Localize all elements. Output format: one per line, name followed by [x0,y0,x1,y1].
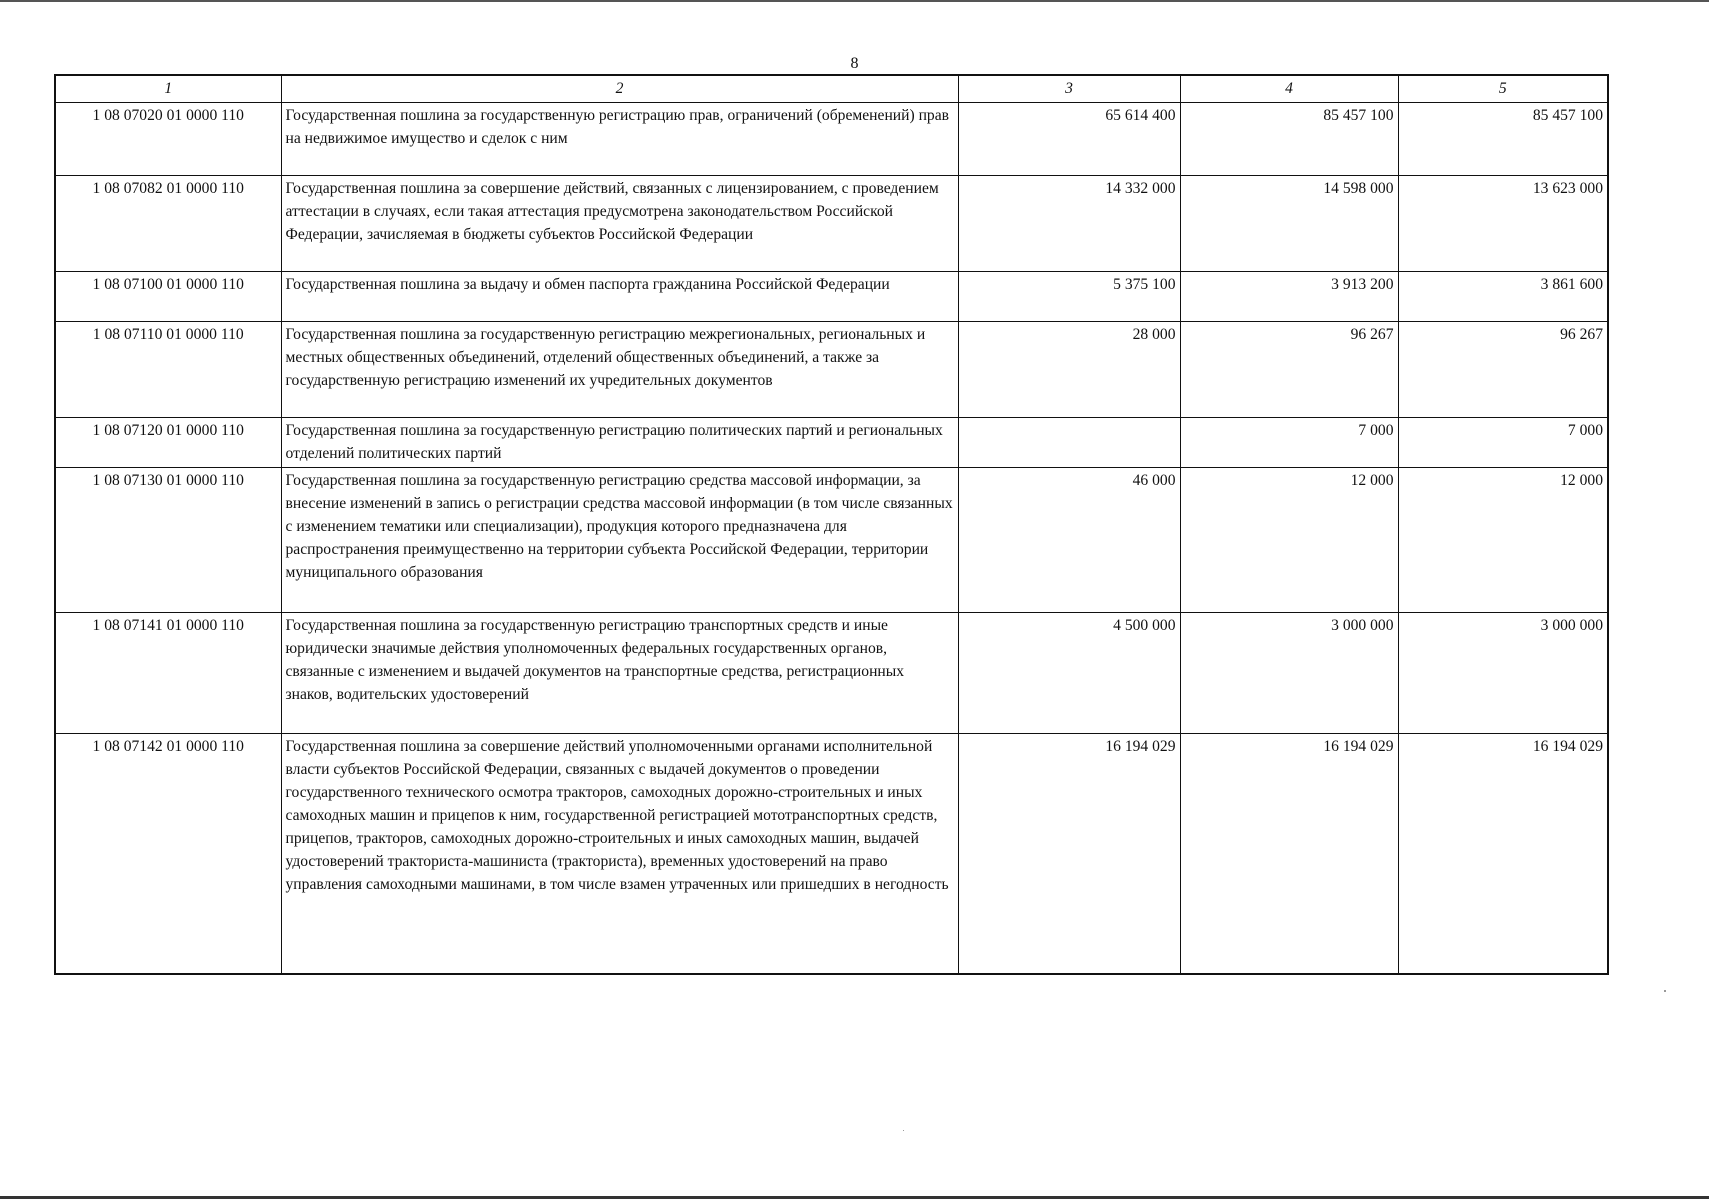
budget-code: 1 08 07110 01 0000 110 [55,322,281,418]
value-col-5: 12 000 [1398,468,1608,613]
revenue-description: Государственная пошлина за государственную регистрацию политических партий и региональных отделений политических партий [281,418,958,468]
value-col-4: 85 457 100 [1180,103,1398,176]
value-col-4: 3 913 200 [1180,272,1398,322]
value-col-3: 14 332 000 [958,176,1180,272]
value-col-4: 12 000 [1180,468,1398,613]
table-row [55,734,1608,974]
table-row [55,613,1608,734]
value-col-5: 13 623 000 [1398,176,1608,272]
value-col-5: 96 267 [1398,322,1608,418]
table-header-row [55,75,1608,103]
value-col-4: 3 000 000 [1180,613,1398,734]
value-col-5: 3 000 000 [1398,613,1608,734]
value-col-4: 14 598 000 [1180,176,1398,272]
table-row [55,176,1608,272]
revenue-description: Государственная пошлина за выдачу и обмен паспорта гражданина Российской Федерации [281,272,958,322]
value-col-3: 46 000 [958,468,1180,613]
budget-code: 1 08 07100 01 0000 110 [55,272,281,322]
budget-code: 1 08 07120 01 0000 110 [55,418,281,468]
scan-speck [903,1130,904,1131]
table-row [55,468,1608,613]
value-col-5: 16 194 029 [1398,734,1608,974]
revenue-description: Государственная пошлина за государственную регистрацию межрегиональных, региональных и местных общественных объединений, отделений общественных объединений, а также за государственную регистрацию изменений их учредительных документов [281,322,958,418]
value-col-5: 85 457 100 [1398,103,1608,176]
budget-code: 1 08 07130 01 0000 110 [55,468,281,613]
budget-code: 1 08 07141 01 0000 110 [55,613,281,734]
value-col-3 [958,418,1180,468]
value-col-4: 96 267 [1180,322,1398,418]
value-col-4: 16 194 029 [1180,734,1398,974]
value-col-4: 7 000 [1180,418,1398,468]
page-number: 8 [850,55,859,72]
column-header-1: 1 [55,75,281,103]
value-col-5: 3 861 600 [1398,272,1608,322]
revenue-description: Государственная пошлина за государственную регистрацию средства массовой информации, за внесение изменений в запись о регистрации средства массовой информации (в том числе связанных с изменением тематики или специализации), продукция которого предназначена для распространения преимущественно на территории субъекта Российской Федерации, территории муниципального образования [281,468,958,613]
value-col-3: 65 614 400 [958,103,1180,176]
scan-edge-bottom [0,1196,1709,1199]
scan-speck [1664,990,1666,992]
value-col-3: 4 500 000 [958,613,1180,734]
revenue-description: Государственная пошлина за государственную регистрацию прав, ограничений (обременений) прав на недвижимое имущество и сделок с ним [281,103,958,176]
table-row [55,418,1608,468]
value-col-3: 28 000 [958,322,1180,418]
table-row [55,103,1608,176]
budget-code: 1 08 07082 01 0000 110 [55,176,281,272]
value-col-5: 7 000 [1398,418,1608,468]
column-header-5: 5 [1398,75,1608,103]
value-col-3: 5 375 100 [958,272,1180,322]
table-row [55,272,1608,322]
revenue-table [54,74,1609,975]
revenue-description: Государственная пошлина за совершение действий уполномоченными органами исполнительной власти субъектов Российской Федерации, связанных с выдачей документов о проведении государственного технического осмотра тракторов, самоходных дорожно-строительных и иных самоходных машин и прицепов к ним, государственной регистрацией мототранспортных средств, прицепов, тракторов, самоходных дорожно-строительных и иных самоходных машин, выдачей удостоверений тракториста-машиниста (тракториста), временных удостоверений на право управления самоходными машинами, в том числе взамен утраченных или пришедших в негодность [281,734,958,974]
revenue-description: Государственная пошлина за совершение действий, связанных с лицензированием, с проведением аттестации в случаях, если такая аттестация предусмотрена законодательством Российской Федерации, зачисляемая в бюджеты субъектов Российской Федерации [281,176,958,272]
value-col-3: 16 194 029 [958,734,1180,974]
budget-code: 1 08 07142 01 0000 110 [55,734,281,974]
budget-code: 1 08 07020 01 0000 110 [55,103,281,176]
column-header-4: 4 [1180,75,1398,103]
scan-edge-top [0,0,1709,2]
column-header-2: 2 [281,75,958,103]
table-row [55,322,1608,418]
column-header-3: 3 [958,75,1180,103]
revenue-description: Государственная пошлина за государственную регистрацию транспортных средств и иные юридически значимые действия уполномоченных федеральных государственных органов, связанные с изменением и выдачей документов на транспортные средства, регистрационных знаков, водительских удостоверений [281,613,958,734]
